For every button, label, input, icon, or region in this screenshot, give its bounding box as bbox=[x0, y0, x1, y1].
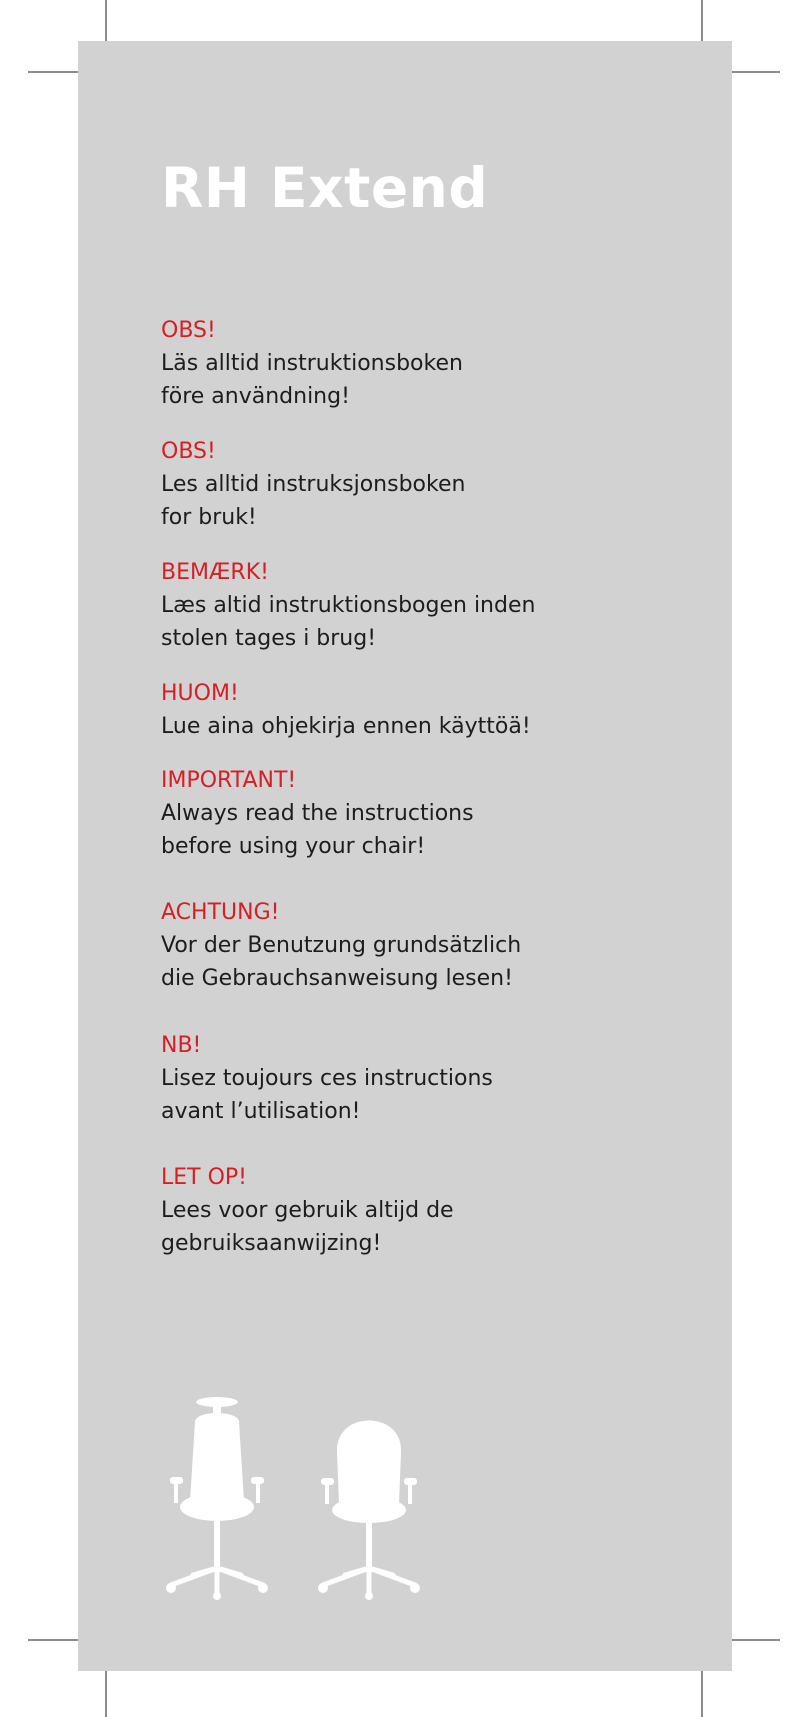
notice-text: Lees voor gebruik altijd de gebruiksaanwijzing! bbox=[161, 1198, 454, 1256]
notice-text: Läs alltid instruktionsboken före användning! bbox=[161, 351, 463, 409]
notice-label: ACHTUNG! bbox=[161, 900, 280, 925]
notice-finnish bbox=[161, 677, 681, 743]
product-title: RH Extend bbox=[161, 156, 489, 220]
notice-text: Læs altid instruktionsbogen inden stolen tages i brug! bbox=[161, 593, 536, 651]
notice-label: OBS! bbox=[161, 439, 216, 464]
notice-french bbox=[161, 1029, 681, 1128]
notice-label: OBS! bbox=[161, 318, 216, 343]
brochure-panel bbox=[78, 41, 732, 1671]
notice-label: HUOM! bbox=[161, 681, 239, 706]
notice-text: Vor der Benutzung grundsätzlich die Gebrauchsanweisung lesen! bbox=[161, 933, 522, 991]
notice-label: IMPORTANT! bbox=[161, 768, 297, 793]
notice-text: Always read the instructions before using your chair! bbox=[161, 801, 474, 859]
chair-illustrations bbox=[161, 1396, 461, 1646]
notice-text: Lisez toujours ces instructions avant l’utilisation! bbox=[161, 1066, 493, 1124]
notice-english bbox=[161, 764, 681, 863]
office-chair-icon bbox=[318, 1421, 420, 1601]
notice-danish bbox=[161, 556, 681, 655]
notice-text: Lue aina ohjekirja ennen käyttöä! bbox=[161, 714, 531, 739]
notice-german bbox=[161, 896, 681, 995]
notice-label: LET OP! bbox=[161, 1165, 247, 1190]
notice-norwegian bbox=[161, 435, 681, 534]
notice-dutch bbox=[161, 1161, 681, 1260]
office-chair-with-headrest-icon bbox=[166, 1397, 268, 1600]
notice-swedish bbox=[161, 314, 681, 413]
notice-label: NB! bbox=[161, 1033, 202, 1058]
notice-text: Les alltid instruksjonsboken for bruk! bbox=[161, 472, 466, 530]
notice-label: BEMÆRK! bbox=[161, 560, 269, 585]
